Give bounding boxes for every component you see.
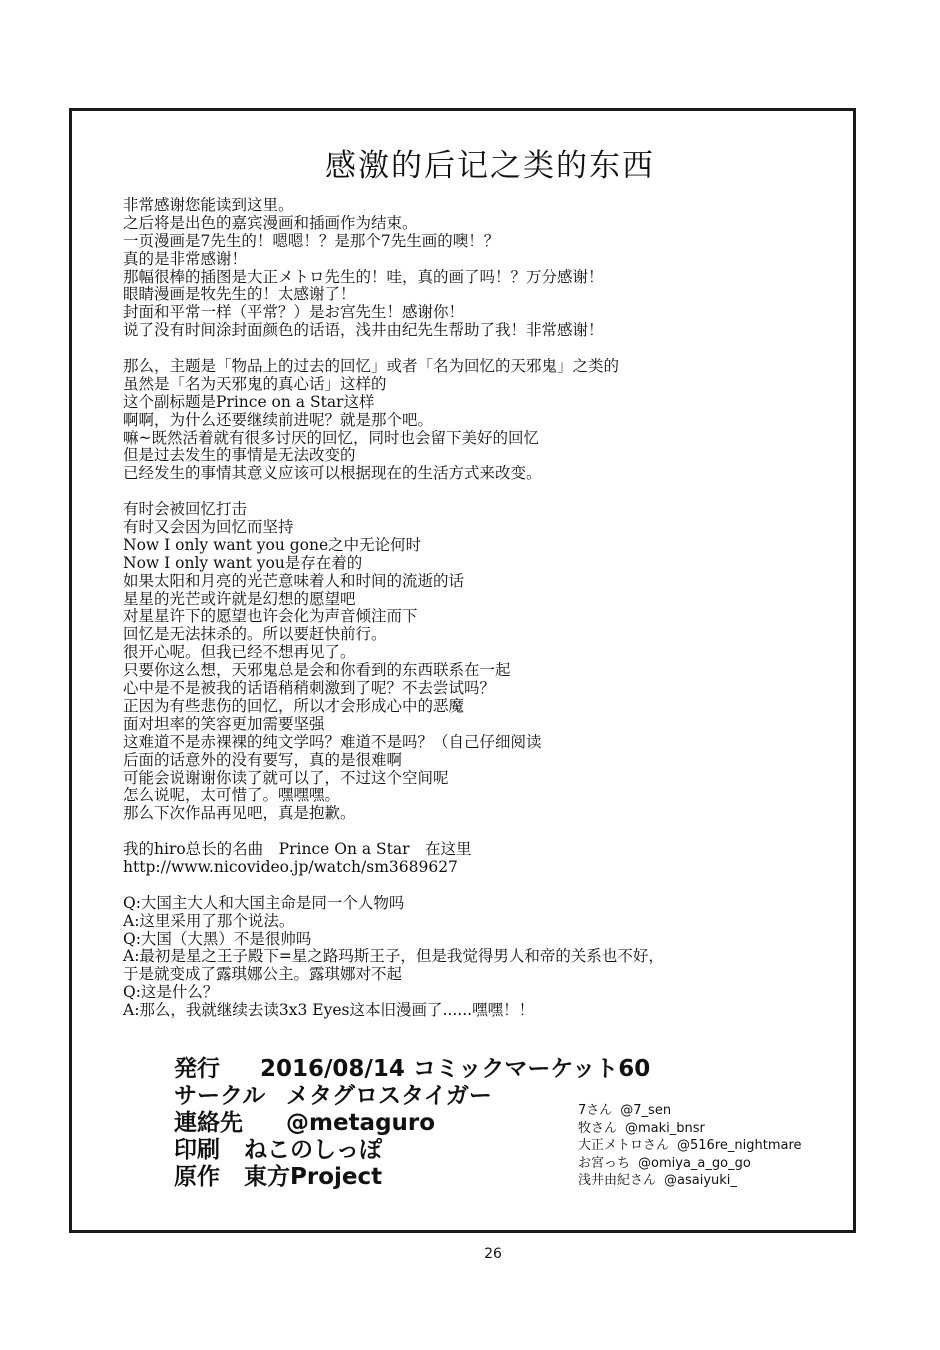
colophon-row-publish [174,1056,650,1083]
credit-handle: @7_sen [620,1103,672,1118]
credit-handle: @omiya_a_go_go [638,1155,751,1171]
paragraph-qa [123,895,813,1020]
credit-name: 大正メトロさん [578,1138,670,1153]
credit-name: 浅井由紀さん [578,1173,657,1188]
paragraph-thanks [123,197,813,340]
credit-row [578,1137,802,1155]
text-line: 那么下次作品再见吧，真是抱歉。 [123,804,356,823]
credit-handle: @maki_bnsr [625,1120,705,1136]
text-line: 星星的光芒或许就是幻想的愿望吧 [123,589,356,608]
text-line: 有时会被回忆打击 [123,500,248,519]
text-line: 这个副标题是Prince on a Star这样 [123,392,375,411]
text-line: 但是过去发生的事情是无法改变的 [123,446,356,465]
colophon-value: 東方Project [244,1164,383,1190]
text-line: 正因为有些悲伤的回忆，所以才会形成心中的恶魔 [123,696,465,715]
paragraph-song-link [123,841,813,877]
credit-handle: @516re_nightmare [677,1138,802,1153]
text-line: 有时又会因为回忆而坚持 [123,518,294,537]
text-line: 我的hiro总长的名曲 Prince On a Star 在这里 [123,840,472,859]
text-line: 那幅很棒的插图是大正メトロ先生的！哇，真的画了吗！？万分感谢！ [123,267,604,286]
credit-name: 7さん [578,1103,613,1118]
text-line: Now I only want you gone之中无论何时 [123,535,422,554]
text-line: 于是就变成了露琪娜公主。露琪娜对不起 [123,965,403,984]
colophon-label: 発行 [174,1056,220,1082]
page-number: 26 [484,1246,502,1262]
colophon-label: 印刷 [174,1137,220,1163]
text-line: 非常感谢您能读到这里。 [123,196,294,214]
text-line: 说了没有时间涂封面颜色的话语，浅井由纪先生帮助了我！非常感谢！ [123,321,604,340]
colophon-value: 2016/08/14 コミックマーケット60 [260,1056,651,1082]
text-line: A:那么，我就继续去读3x3 Eyes这本旧漫画了......嘿嘿！！ [123,1001,535,1020]
text-line: A:这里采用了那个说法。 [123,911,295,930]
credit-handle: @asaiyuki_ [664,1173,737,1188]
text-line: 之后将是出色的嘉宾漫画和插画作为结束。 [123,213,418,232]
text-line: 很开心呢。但我已经不想再见了。 [123,643,356,662]
colophon-value: メタグロスタイガー [286,1083,492,1109]
credit-row [578,1155,802,1173]
colophon-value: ねこのしっぽ [244,1137,382,1163]
text-line: 眼睛漫画是牧先生的！太感谢了！ [123,285,356,304]
credit-row [578,1172,802,1190]
text-line: Q:大国主大人和大国主命是同一个人物吗 [123,893,405,912]
text-line: 回忆是无法抹杀的。所以要赶快前行。 [123,625,387,644]
text-line: 这难道不是赤裸裸的纯文学吗？难道不是吗？（自己仔细阅读 [123,732,542,751]
colophon-label: サークル [174,1083,266,1109]
afterword-body [123,197,813,1038]
text-line: 那么，主题是「物品上的过去的回忆」或者「名为回忆的天邪鬼」之类的 [123,357,620,376]
text-line: 封面和平常一样（平常？）是お宫先生！感谢你！ [123,303,465,322]
video-url: http://www.nicovideo.jp/watch/sm3689627 [123,857,458,876]
text-line: 怎么说呢，太可惜了。嘿嘿嘿。 [123,786,341,805]
text-line: 可能会说谢谢你读了就可以了，不过这个空间呢 [123,768,449,787]
paragraph-poem [123,501,813,823]
text-line: 啊啊，为什么还要继续前进呢？就是那个吧。 [123,410,434,429]
colophon-label: 原作 [174,1164,220,1190]
credit-name: お宮っち [578,1155,631,1171]
text-line: 后面的话意外的没有要写，真的是很难啊 [123,750,403,769]
text-line: 嘛~既然活着就有很多讨厌的回忆，同时也会留下美好的回忆 [123,428,539,447]
colophon-label: 連絡先 [174,1110,243,1136]
text-line: 虽然是「名为天邪鬼的真心话」这样的 [123,374,387,393]
paragraph-theme [123,358,813,483]
credit-row [578,1120,802,1138]
text-line: Q:这是什么？ [123,983,219,1002]
afterword-title: 感激的后记之类的东西 [325,148,655,184]
guest-credits [578,1102,802,1190]
text-line: A:最初是星之王子殿下=星之路玛斯王子，但是我觉得男人和帝的关系也不好， [123,947,664,966]
colophon-value: @metaguro [286,1110,436,1136]
text-line: 心中是不是被我的话语稍稍刺激到了呢？不去尝试吗？ [123,679,496,698]
text-line: 真的是非常感谢！ [123,249,248,268]
text-line: 对星星许下的愿望也许会化为声音倾注而下 [123,607,418,626]
text-line: 一页漫画是7先生的！嗯嗯！？是那个7先生画的噢！？ [123,231,500,250]
credit-name: 牧さん [578,1120,618,1136]
text-line: Now I only want you是存在着的 [123,553,363,572]
text-line: 只要你这么想，天邪鬼总是会和你看到的东西联系在一起 [123,661,511,680]
text-line: 如果太阳和月亮的光芒意味着人和时间的流逝的话 [123,571,465,590]
credit-row [578,1102,802,1120]
text-line: 已经发生的事情其意义应该可以根据现在的生活方式来改变。 [123,464,542,483]
text-line: Q:大国（大黑）不是很帅吗 [123,929,312,948]
text-line: 面对坦率的笑容更加需要坚强 [123,714,325,733]
